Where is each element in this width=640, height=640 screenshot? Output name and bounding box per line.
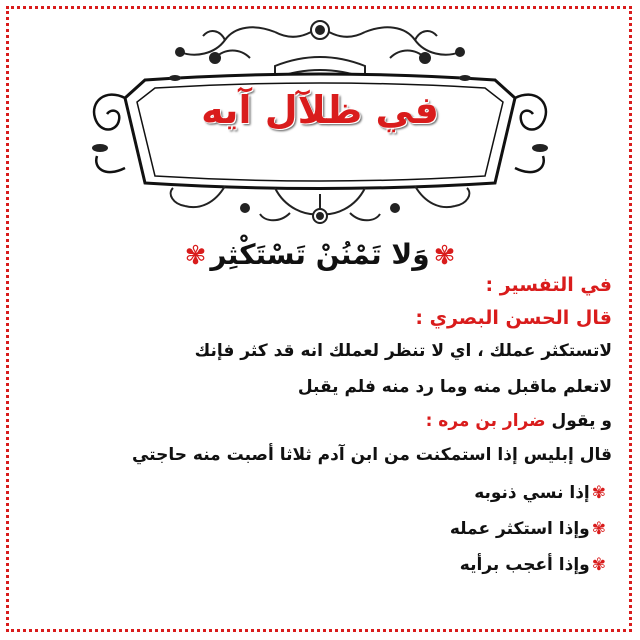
body-line-2: لاتعلم ماقبل منه وما رد منه فلم يقبل — [297, 377, 612, 397]
says-line — [22, 413, 612, 447]
ornament-icon: ✾ — [433, 241, 456, 271]
ornament-icon: ✾ — [184, 241, 207, 271]
quran-verse — [0, 238, 640, 271]
list-item-text: وإذا استكثر عمله — [449, 519, 590, 539]
flower-bullet-icon: ✾ — [591, 555, 606, 575]
banner-title: في ظلآل آيه — [201, 88, 439, 132]
list-item — [22, 521, 612, 557]
iblis-quote: قال إبليس إذا استمكنت من ابن آدم ثلاثا أصبت منه حاجتي — [131, 445, 612, 465]
says-name: ضرار بن مره : — [425, 411, 546, 431]
tafsir-heading: في التفسير : — [485, 274, 612, 296]
tafsir-content — [22, 276, 612, 593]
list-item — [22, 485, 612, 521]
flower-bullet-icon: ✾ — [591, 519, 606, 539]
list-item-text: إذا نسي ذنوبه — [474, 483, 590, 503]
says-prefix: و يقول — [551, 411, 612, 431]
verse-text: وَلا تَمْنُنْ تَسْتَكْثِر — [210, 238, 430, 271]
body-line-1: لاتستكثر عملك ، اي لا تنظر لعملك انه قد كثر فإنك — [194, 341, 612, 361]
bottom-flourish — [171, 186, 470, 224]
list-item — [22, 557, 612, 593]
author-heading: قال الحسن البصري : — [415, 307, 612, 329]
flower-bullet-icon: ✾ — [591, 483, 606, 503]
list-item-text: وإذا أعجب برأيه — [459, 555, 590, 575]
